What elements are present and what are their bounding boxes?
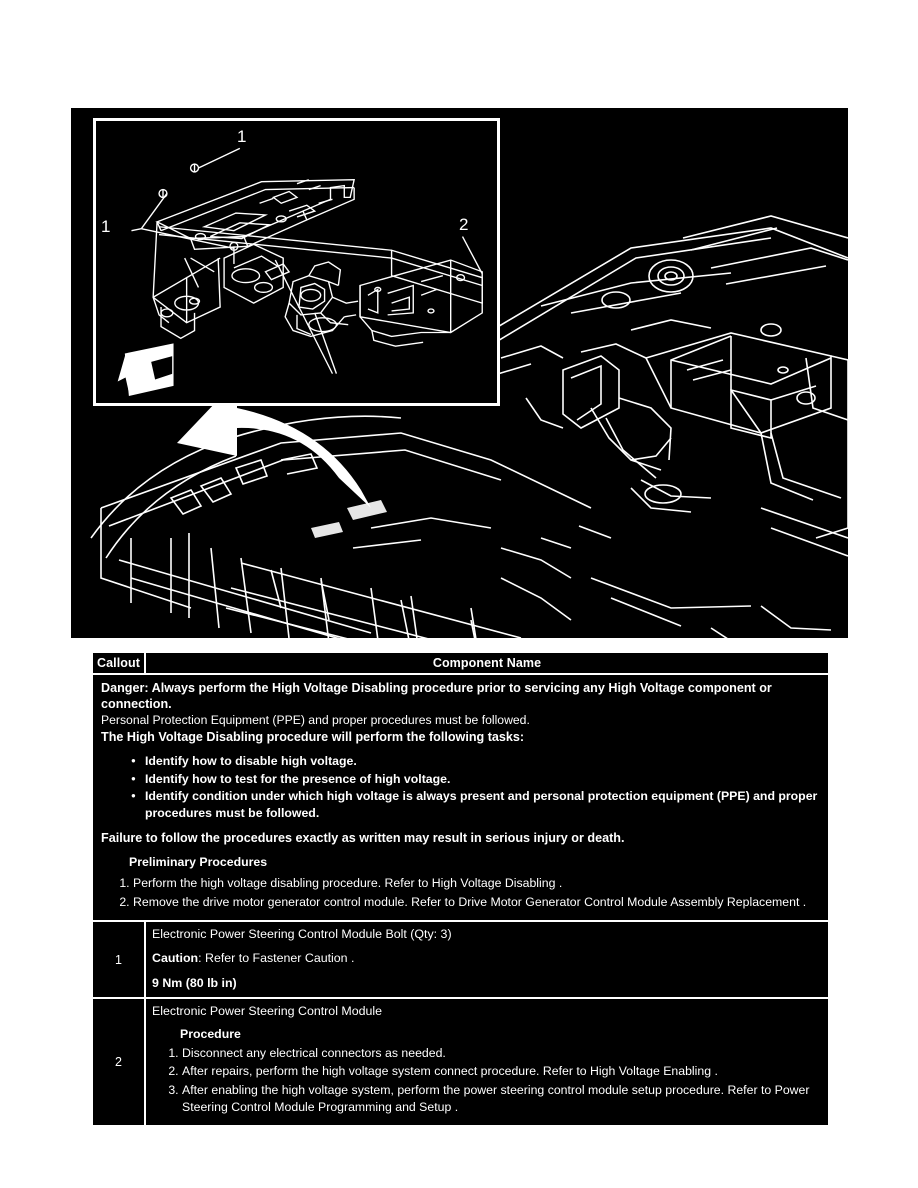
service-illustration xyxy=(71,108,848,638)
torque-spec-text: 9 Nm (80 lb in) xyxy=(152,975,237,990)
table-row xyxy=(93,999,828,1125)
header-cell-component-name: Component Name xyxy=(432,656,542,670)
callout-number-1: 1 xyxy=(93,922,146,996)
list-item: 2. After repairs, perform the high voltage system connect procedure. Refer to High Voltage Enabling . xyxy=(182,1063,822,1080)
component-callout-table xyxy=(90,650,831,1128)
callout-1-description xyxy=(146,922,828,996)
header-cell-callout: Callout xyxy=(93,653,146,673)
component-name-text: Electronic Power Steering Control Module xyxy=(152,1003,383,1018)
exploded-view-inset xyxy=(93,118,500,406)
procedure-title: Procedure xyxy=(180,1026,241,1041)
list-item: ● Identify condition under which high voltage is always present and personal protection equipment (PPE) and proper procedures must be followed. xyxy=(131,788,820,821)
danger-notice-row xyxy=(93,675,828,922)
callout-number-2: 2 xyxy=(93,999,146,1125)
list-item: 3. After enabling the high voltage system, perform the power steering control module setup procedure. Refer to Power Steering Control Module Programming and Setup . xyxy=(182,1082,822,1117)
danger-line-3: The High Voltage Disabling procedure will perform the following tasks: xyxy=(101,729,525,744)
caution-text xyxy=(152,950,822,966)
caution-body: : Refer to Fastener Caution . xyxy=(198,951,355,966)
figure-callout-1-top: 1 xyxy=(237,127,247,146)
callout-2-description xyxy=(146,999,828,1125)
power-steering-module-exploded-drawing xyxy=(96,121,497,403)
list-item: ● Identify how to disable high voltage. xyxy=(131,753,820,770)
caution-label: Caution xyxy=(152,951,199,966)
list-item: 1. Perform the high voltage disabling procedure. Refer to High Voltage Disabling . xyxy=(133,875,820,893)
figure-callout-2: 2 xyxy=(459,215,469,234)
list-item: ● Identify how to test for the presence of high voltage. xyxy=(131,771,820,788)
failure-warning-text: Failure to follow the procedures exactly as written may result in serious injury or death. xyxy=(101,831,625,846)
list-item: 1. Disconnect any electrical connectors as needed. xyxy=(182,1045,822,1062)
danger-line-2: Personal Protection Equipment (PPE) and proper procedures must be followed. xyxy=(101,712,530,727)
figure-callout-1-left: 1 xyxy=(101,217,111,236)
procedure-steps-list xyxy=(152,1045,822,1117)
preliminary-procedures-list xyxy=(101,875,820,912)
danger-task-list xyxy=(101,753,820,821)
preliminary-procedures-title: Preliminary Procedures xyxy=(129,854,268,869)
table-header-row xyxy=(93,653,828,675)
danger-line-1: Danger: Always perform the High Voltage Disabling procedure prior to servicing any High Voltage component or connection. xyxy=(101,681,772,712)
table-row xyxy=(93,922,828,998)
list-item: 2. Remove the drive motor generator control module. Refer to Drive Motor Generator Control Module Assembly Replacement . xyxy=(133,894,820,912)
component-name-text: Electronic Power Steering Control Module Bolt (Qty: 3) xyxy=(152,927,452,942)
